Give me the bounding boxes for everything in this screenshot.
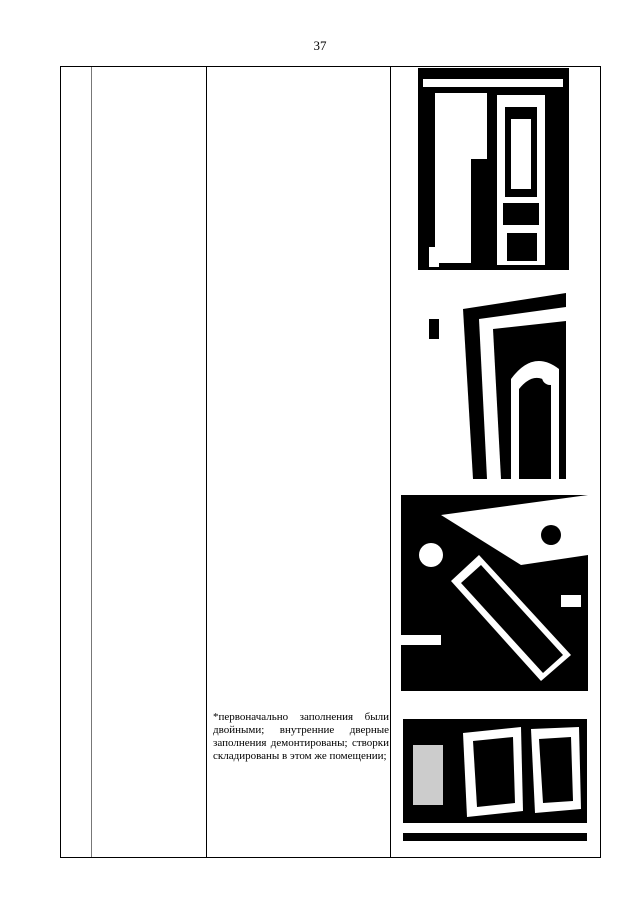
- column-divider-2: [206, 67, 207, 857]
- column-divider-3: [390, 67, 391, 857]
- note-text: *первоначально заполнения были двойными; внутренние дверные заполнения демонтированы; створки складированы в этом же помещении;: [213, 711, 389, 762]
- page-number: 37: [313, 38, 327, 53]
- photo-door-interior: [417, 67, 570, 271]
- column-divider-1: [91, 67, 92, 857]
- photo-sash-on-floor: [401, 495, 588, 691]
- photo-stored-sashes: [403, 705, 587, 841]
- content-table: [60, 66, 601, 858]
- photo-door-frame-arch: [423, 289, 566, 479]
